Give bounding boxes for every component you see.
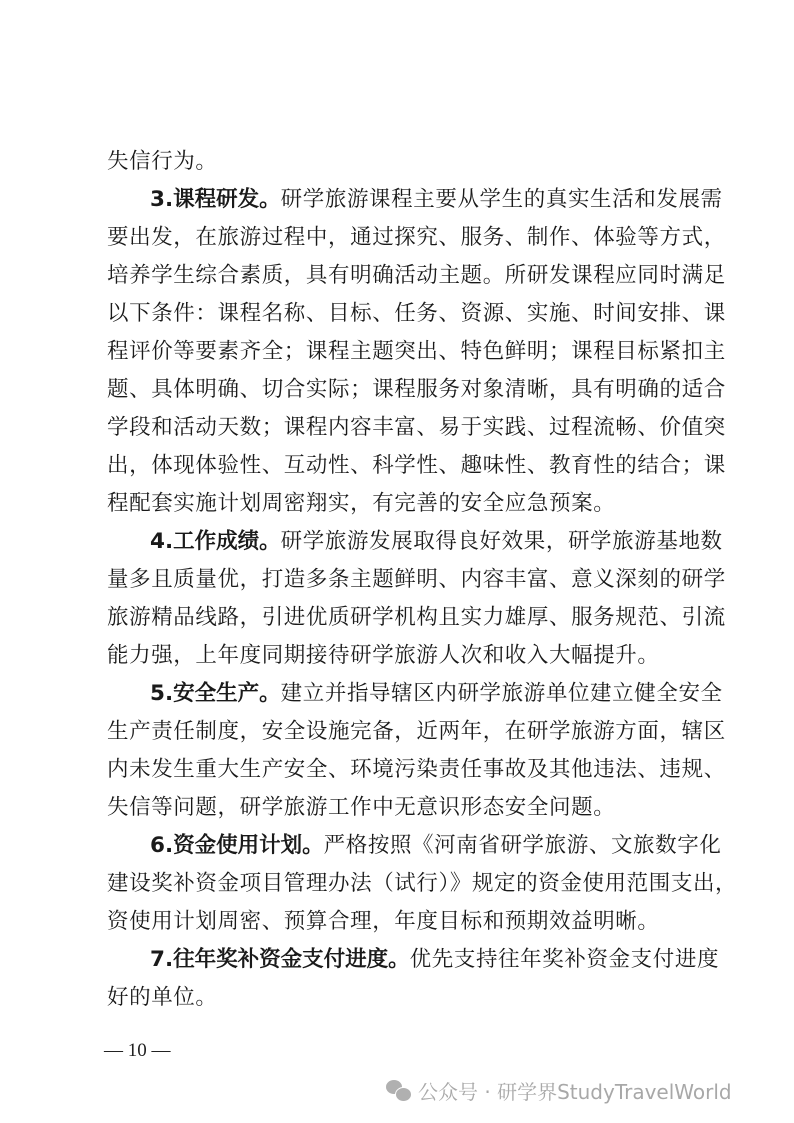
section-heading-line: [107, 675, 723, 713]
section-heading-line: [107, 523, 723, 561]
text-line: 生产责任制度，安全设施完备，近两年，在研学旅游方面，辖区: [107, 719, 726, 744]
section-heading-line: [107, 827, 722, 865]
text-span: 优先支持往年奖补资金支付进度: [409, 947, 720, 972]
text-line: 量多且质量优，打造多条主题鲜明、内容丰富、意义深刻的研学: [107, 567, 726, 592]
text-line: 内未发生重大生产安全、环境污染责任事故及其他违法、违规、: [107, 757, 726, 782]
text-span: 严格按照《河南省研学旅游、文旅数字化: [323, 833, 722, 858]
section-heading: 7.往年奖补资金支付进度。: [150, 947, 410, 972]
text-span: 建立并指导辖区内研学旅游单位建立健全安全: [280, 681, 723, 706]
text-line: 题、具体明确、切合实际；课程服务对象清晰，具有明确的适合: [107, 377, 726, 402]
text-line: 能力强，上年度同期接待研学旅游人次和收入大幅提升。: [107, 643, 660, 668]
text-line: 培养学生综合素质，具有明确活动主题。所研发课程应同时满足: [107, 263, 726, 288]
section-heading-line: [107, 941, 720, 979]
text-line: 旅游精品线路，引进优质研学机构且实力雄厚、服务规范、引流: [107, 605, 726, 630]
text-line: 学段和活动天数；课程内容丰富、易于实践、过程流畅、价值突: [107, 415, 726, 440]
text-line: 出，体现体验性、互动性、科学性、趣味性、教育性的结合；课: [107, 453, 726, 478]
text-line: 以下条件：课程名称、目标、任务、资源、实施、时间安排、课: [107, 301, 726, 326]
text-span: 研学旅游发展取得良好效果，研学旅游基地数: [280, 529, 723, 554]
text-line: 要出发，在旅游过程中，通过探究、服务、制作、体验等方式，: [107, 225, 726, 250]
watermark-text: 公众号 · 研学界StudyTravelWorld: [418, 1080, 732, 1104]
section-heading-line: [107, 181, 723, 219]
section-heading: 5.安全生产。: [150, 681, 281, 706]
watermark: [386, 1076, 732, 1105]
document-body: [107, 143, 738, 1017]
section-heading: 6.资金使用计划。: [150, 833, 324, 858]
wechat-icon: [386, 1080, 412, 1102]
text-span: 研学旅游课程主要从学生的真实生活和发展需: [280, 187, 723, 212]
section-heading: 3.课程研发。: [150, 187, 281, 212]
page-number: — 10 —: [104, 1040, 171, 1061]
text-line: 建设奖补资金项目管理办法（试行）》规定的资金使用范围支出，: [107, 871, 738, 896]
text-line: 资使用计划周密、预算合理，年度目标和预期效益明晰。: [107, 909, 660, 934]
text-line: 失信行为。: [107, 149, 218, 174]
text-line: 程评价等要素齐全；课程主题突出、特色鲜明；课程目标紧扣主: [107, 339, 726, 364]
text-line: 好的单位。: [107, 985, 218, 1010]
text-line: 失信等问题，研学旅游工作中无意识形态安全问题。: [107, 795, 616, 820]
section-heading: 4.工作成绩。: [150, 529, 281, 554]
text-line: 程配套实施计划周密翔实，有完善的安全应急预案。: [107, 491, 616, 516]
